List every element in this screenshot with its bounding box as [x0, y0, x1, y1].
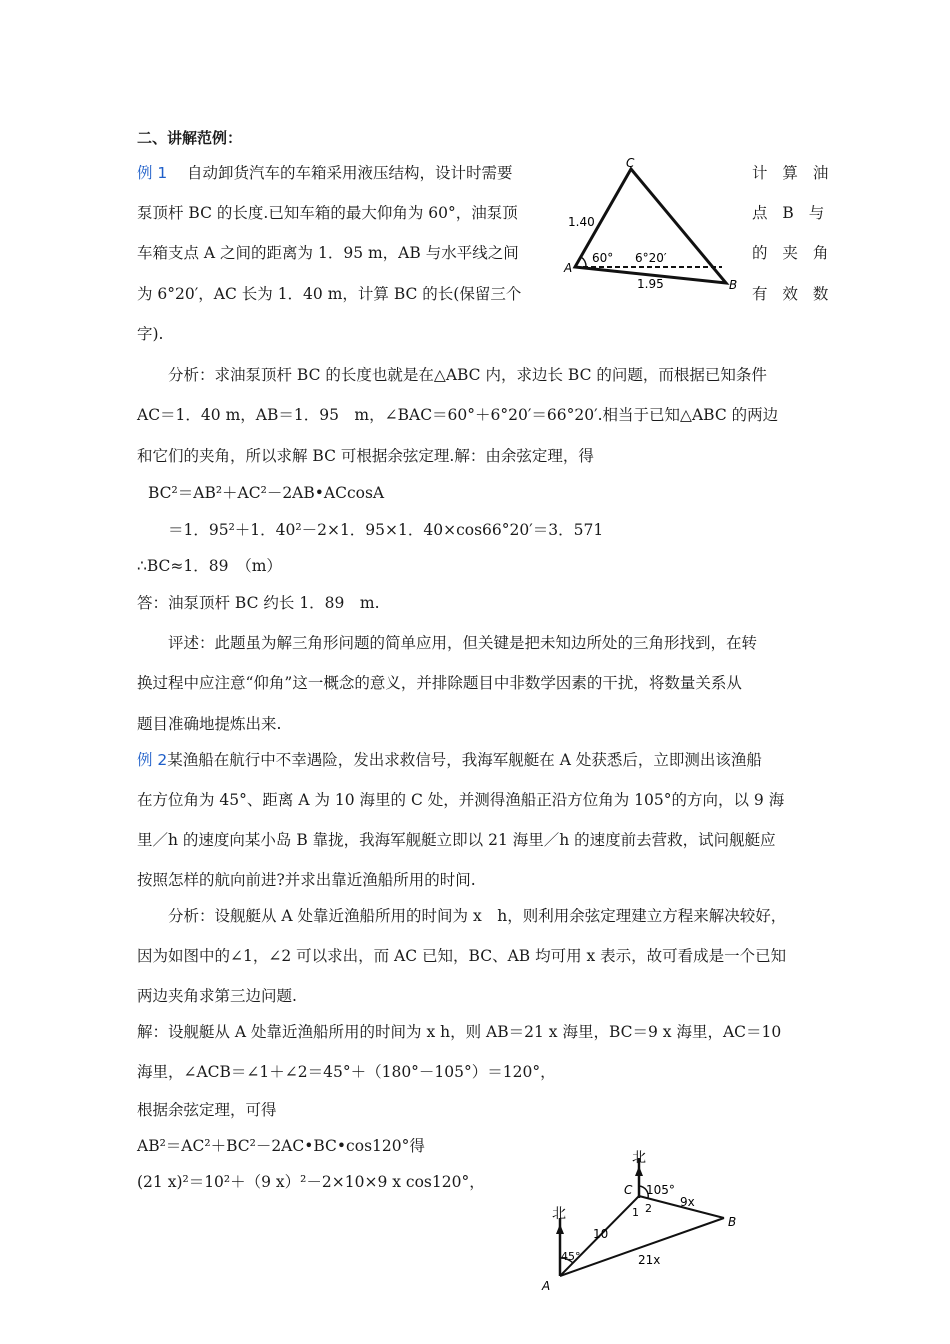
example2-line-3: 里／h 的速度向某小岛 B 靠拢，我海军舰艇立即以 21 海里／h 的速度前去营救，试问舰艇应	[137, 831, 776, 849]
example1-line-1	[137, 163, 513, 183]
label-ab-length: 1.95	[637, 277, 664, 291]
example1-tag: 例 1	[137, 164, 168, 182]
example1-right-1: 计 算 油	[752, 164, 834, 182]
label-length-10: 10	[593, 1227, 609, 1241]
formula-2: ＝1．95²＋1．40²－2×1．95×1．40×cos66°20′＝3．571	[168, 521, 604, 539]
solution-5: (21 x)²＝10²＋（9 x）²－2×10×9 x cos120°，	[137, 1173, 485, 1191]
formula-1: BC²＝AB²＋AC²－2AB•ACcosA	[148, 484, 385, 502]
label-length-9x: 9x	[680, 1195, 695, 1209]
solution-4: AB²＝AC²＋BC²－2AC•BC•cos120°得	[137, 1137, 425, 1155]
example2-line-4: 按照怎样的航向前进?并求出靠近渔船所用的时间.	[137, 871, 476, 889]
example1-right-2: 点 B 与	[752, 204, 830, 222]
example1-text-1: 自动卸货汽车的车箱采用液压结构，设计时需要	[187, 164, 513, 182]
solution-1: 解：设舰艇从 A 处靠近渔船所用的时间为 x h，则 AB＝21 x 海里，BC＝9 x 海里，AC＝10	[137, 1023, 782, 1041]
north-arrow-a	[556, 1224, 564, 1234]
example1-analysis-1: 分析：求油泵顶杆 BC 的长度也就是在△ABC 内，求边长 BC 的问题，而根据已知条件	[168, 366, 767, 384]
example1-line-2: 泵顶杆 BC 的长度.已知车箱的最大仰角为 60°，油泵顶	[137, 204, 518, 222]
label-c: C	[626, 156, 635, 170]
label-b: B	[729, 278, 738, 292]
label-angle-45: 45°	[561, 1250, 581, 1263]
label-length-21x: 21x	[638, 1253, 661, 1267]
label-angle-105: 105°	[646, 1183, 675, 1197]
label-ac-length: 1.40	[568, 215, 595, 229]
example2-line-2: 在方位角为 45°、距离 A 为 10 海里的 C 处，并测得渔船正沿方位角为 105°的方向，以 9 海	[137, 791, 785, 809]
solution-2: 海里，∠ACB＝∠1＋∠2＝45°＋（180°－105°）＝120°，	[137, 1063, 556, 1081]
comment-3: 题目准确地提炼出来.	[137, 715, 282, 733]
label-angle-6-20: 6°20′	[635, 251, 667, 265]
example2-analysis-2: 因为如图中的∠1，∠2 可以求出，而 AC 已知，BC、AB 均可用 x 表示，故可看成是一个已知	[137, 947, 787, 965]
comment-2: 换过程中应注意“仰角”这一概念的意义，并排除题目中非数学因素的干扰，将数量关系从	[137, 674, 742, 692]
example1-analysis-2: AC＝1．40 m，AB＝1．95 m，∠BAC＝60°＋6°20′＝66°20′.相当于已知△ABC 的两边	[137, 406, 779, 424]
example1-analysis-3: 和它们的夹角，所以求解 BC 可根据余弦定理.解：由余弦定理，得	[137, 447, 594, 465]
label-angle-2: 2	[645, 1202, 652, 1215]
example1-line-4: 为 6°20′，AC 长为 1．40 m，计算 BC 的长(保留三个	[137, 285, 522, 303]
label-point-a: A	[542, 1279, 551, 1293]
label-north-a: 北	[552, 1206, 566, 1222]
example2-analysis-1: 分析：设舰艇从 A 处靠近渔船所用的时间为 x h，则利用余弦定理建立方程来解决较好，	[168, 907, 787, 925]
angle-arc	[581, 257, 586, 267]
example1-line-3: 车箱支点 A 之间的距离为 1．95 m，AB 与水平线之间	[137, 244, 519, 262]
label-angle-1: 1	[632, 1206, 639, 1219]
example1-right-4: 有 效 数	[752, 285, 834, 303]
section-title: 二、讲解范例：	[137, 129, 243, 147]
label-angle-60: 60°	[592, 251, 614, 265]
label-point-c: C	[624, 1183, 633, 1197]
solution-3: 根据余弦定理，可得	[137, 1101, 277, 1119]
example2-line-1	[137, 750, 762, 770]
label-point-b: B	[728, 1215, 737, 1229]
label-a: A	[564, 261, 573, 275]
example2-text-1: 某渔船在航行中不幸遇险，发出求救信号，我海军舰艇在 A 处获悉后，立即测出该渔船	[167, 751, 762, 769]
segment-ab	[560, 1218, 724, 1276]
answer-line: 答：油泵顶杆 BC 约长 1．89 m.	[137, 594, 380, 612]
navigation-figure	[538, 1148, 748, 1293]
triangle-figure	[562, 155, 747, 295]
example1-line-5: 字).	[137, 325, 164, 343]
comment-1: 评述：此题虽为解三角形问题的简单应用，但关键是把未知边所处的三角形找到，在转	[168, 634, 758, 652]
triangle-abc	[575, 169, 726, 283]
example1-right-3: 的 夹 角	[752, 244, 834, 262]
north-arrow-c	[635, 1166, 643, 1176]
example2-analysis-3: 两边夹角求第三边问题.	[137, 987, 297, 1005]
example2-tag: 例 2	[137, 751, 168, 769]
label-north-c: 北	[632, 1150, 646, 1166]
result-line: ∴BC≈1．89 （m）	[137, 557, 282, 575]
